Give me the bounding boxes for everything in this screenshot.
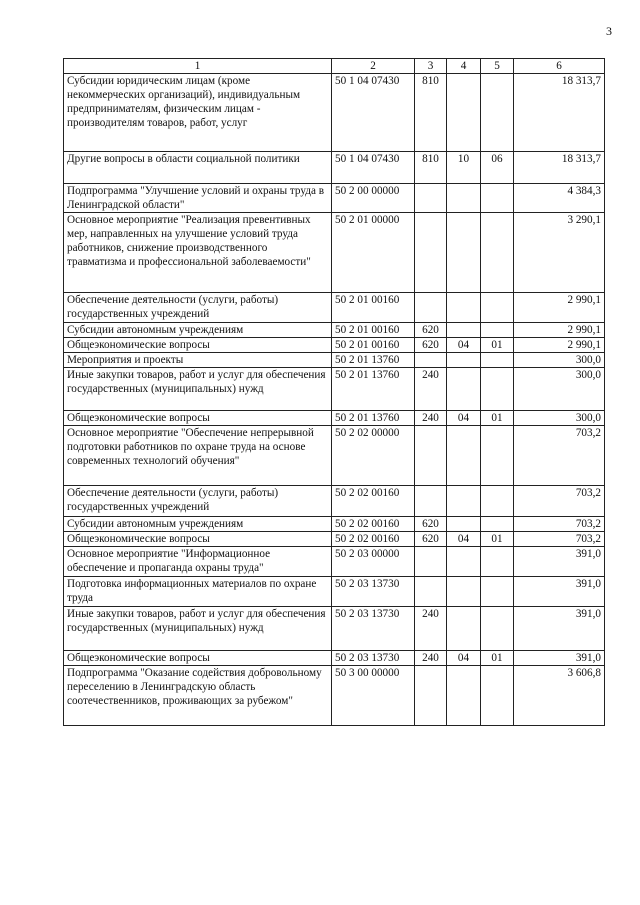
cell-amount: 391,0 (514, 651, 605, 666)
cell-name: Общеэкономические вопросы (64, 532, 332, 547)
cell-subsection: 01 (481, 532, 514, 547)
cell-name: Подпрограмма "Улучшение условий и охраны труда в Ленинградской области" (64, 184, 332, 213)
cell-amount: 2 990,1 (514, 323, 605, 338)
cell-section (447, 353, 481, 368)
cell-name: Основное мероприятие "Информационное обеспечение и пропаганда охраны труда" (64, 547, 332, 577)
cell-code: 50 2 03 13730 (332, 607, 415, 651)
cell-amount: 18 313,7 (514, 152, 605, 184)
cell-subsection (481, 293, 514, 323)
cell-section: 04 (447, 338, 481, 353)
table-row (64, 577, 605, 607)
cell-section (447, 368, 481, 411)
header-col-4: 4 (447, 59, 481, 74)
cell-expense-type: 620 (415, 338, 447, 353)
cell-code: 50 2 01 13760 (332, 411, 415, 426)
cell-amount: 703,2 (514, 517, 605, 532)
cell-name: Субсидии автономным учреждениям (64, 517, 332, 532)
cell-section (447, 426, 481, 486)
header-col-6: 6 (514, 59, 605, 74)
table-row (64, 411, 605, 426)
table-row (64, 486, 605, 517)
cell-subsection (481, 666, 514, 726)
cell-subsection (481, 353, 514, 368)
cell-code: 50 2 01 00000 (332, 213, 415, 293)
cell-amount: 2 990,1 (514, 338, 605, 353)
cell-subsection (481, 213, 514, 293)
cell-code: 50 2 02 00000 (332, 426, 415, 486)
cell-name: Иные закупки товаров, работ и услуг для обеспечения государственных (муниципальных) нужд (64, 607, 332, 651)
header-col-1: 1 (64, 59, 332, 74)
cell-code: 50 2 02 00160 (332, 486, 415, 517)
cell-amount: 391,0 (514, 607, 605, 651)
cell-amount: 703,2 (514, 486, 605, 517)
cell-name: Основное мероприятие "Реализация превентивных мер, направленных на улучшение условий труда работников, снижение производственного травматизма и профессиональной заболеваемости" (64, 213, 332, 293)
cell-code: 50 2 01 13760 (332, 353, 415, 368)
cell-expense-type (415, 426, 447, 486)
cell-expense-type: 240 (415, 607, 447, 651)
cell-section (447, 323, 481, 338)
cell-amount: 391,0 (514, 577, 605, 607)
cell-expense-type (415, 353, 447, 368)
cell-subsection (481, 486, 514, 517)
cell-name: Субсидии юридическим лицам (кроме некоммерческих организаций), индивидуальным предпринимателям, физическим лицам - производителям товаров, работ, услуг (64, 74, 332, 152)
cell-subsection (481, 547, 514, 577)
cell-code: 50 2 03 00000 (332, 547, 415, 577)
cell-subsection: 06 (481, 152, 514, 184)
page-number: 3 (606, 24, 612, 38)
cell-code: 50 3 00 00000 (332, 666, 415, 726)
cell-expense-type: 620 (415, 517, 447, 532)
table-row (64, 323, 605, 338)
cell-name: Подпрограмма "Оказание содействия добровольному переселению в Ленинградскую область соотечественников, проживающих за рубежом" (64, 666, 332, 726)
cell-expense-type: 240 (415, 651, 447, 666)
cell-section (447, 666, 481, 726)
table-row (64, 426, 605, 486)
cell-amount: 391,0 (514, 547, 605, 577)
cell-section (447, 184, 481, 213)
cell-subsection (481, 368, 514, 411)
cell-subsection: 01 (481, 651, 514, 666)
table-row (64, 74, 605, 152)
cell-name: Общеэкономические вопросы (64, 338, 332, 353)
cell-name: Субсидии автономным учреждениям (64, 323, 332, 338)
cell-amount: 300,0 (514, 411, 605, 426)
table-row (64, 607, 605, 651)
cell-expense-type: 620 (415, 532, 447, 547)
cell-subsection: 01 (481, 411, 514, 426)
cell-expense-type (415, 184, 447, 213)
cell-expense-type (415, 577, 447, 607)
cell-name: Общеэкономические вопросы (64, 651, 332, 666)
cell-section: 04 (447, 651, 481, 666)
cell-expense-type: 240 (415, 368, 447, 411)
cell-section (447, 213, 481, 293)
cell-name: Общеэкономические вопросы (64, 411, 332, 426)
table-row (64, 666, 605, 726)
table-row (64, 152, 605, 184)
table-row (64, 213, 605, 293)
table-row (64, 532, 605, 547)
header-row (64, 59, 605, 74)
cell-amount: 4 384,3 (514, 184, 605, 213)
table-row (64, 293, 605, 323)
cell-amount: 2 990,1 (514, 293, 605, 323)
header-col-5: 5 (481, 59, 514, 74)
cell-code: 50 2 03 13730 (332, 651, 415, 666)
table-row (64, 368, 605, 411)
cell-section (447, 293, 481, 323)
cell-amount: 3 290,1 (514, 213, 605, 293)
cell-section (447, 486, 481, 517)
cell-code: 50 1 04 07430 (332, 74, 415, 152)
cell-code: 50 2 01 00160 (332, 323, 415, 338)
cell-section (447, 74, 481, 152)
cell-name: Иные закупки товаров, работ и услуг для обеспечения государственных (муниципальных) нужд (64, 368, 332, 411)
table-row (64, 353, 605, 368)
cell-name: Обеспечение деятельности (услуги, работы) государственных учреждений (64, 293, 332, 323)
cell-amount: 703,2 (514, 426, 605, 486)
cell-section (447, 607, 481, 651)
cell-code: 50 1 04 07430 (332, 152, 415, 184)
budget-table (63, 58, 605, 726)
cell-subsection (481, 74, 514, 152)
cell-expense-type (415, 547, 447, 577)
cell-amount: 703,2 (514, 532, 605, 547)
cell-subsection (481, 607, 514, 651)
cell-section (447, 577, 481, 607)
cell-code: 50 2 02 00160 (332, 517, 415, 532)
table-row (64, 651, 605, 666)
cell-code: 50 2 03 13730 (332, 577, 415, 607)
cell-expense-type (415, 486, 447, 517)
cell-amount: 3 606,8 (514, 666, 605, 726)
cell-section (447, 547, 481, 577)
cell-code: 50 2 00 00000 (332, 184, 415, 213)
cell-name: Другие вопросы в области социальной политики (64, 152, 332, 184)
cell-section (447, 517, 481, 532)
cell-section: 04 (447, 411, 481, 426)
cell-section: 04 (447, 532, 481, 547)
cell-name: Обеспечение деятельности (услуги, работы) государственных учреждений (64, 486, 332, 517)
cell-amount: 300,0 (514, 368, 605, 411)
cell-amount: 18 313,7 (514, 74, 605, 152)
table-row (64, 547, 605, 577)
cell-expense-type (415, 213, 447, 293)
table-row (64, 338, 605, 353)
cell-name: Основное мероприятие "Обеспечение непрерывной подготовки работников по охране труда на основе современных технологий обучения" (64, 426, 332, 486)
table-row (64, 517, 605, 532)
cell-subsection (481, 323, 514, 338)
cell-expense-type: 240 (415, 411, 447, 426)
cell-subsection (481, 577, 514, 607)
cell-name: Мероприятия и проекты (64, 353, 332, 368)
cell-expense-type (415, 293, 447, 323)
cell-expense-type: 810 (415, 74, 447, 152)
cell-expense-type: 810 (415, 152, 447, 184)
cell-code: 50 2 02 00160 (332, 532, 415, 547)
cell-amount: 300,0 (514, 353, 605, 368)
cell-expense-type: 620 (415, 323, 447, 338)
cell-code: 50 2 01 00160 (332, 338, 415, 353)
cell-code: 50 2 01 00160 (332, 293, 415, 323)
cell-code: 50 2 01 13760 (332, 368, 415, 411)
header-col-2: 2 (332, 59, 415, 74)
cell-subsection (481, 426, 514, 486)
cell-section: 10 (447, 152, 481, 184)
cell-expense-type (415, 666, 447, 726)
cell-subsection (481, 517, 514, 532)
header-col-3: 3 (415, 59, 447, 74)
cell-subsection (481, 184, 514, 213)
cell-subsection: 01 (481, 338, 514, 353)
table-row (64, 184, 605, 213)
cell-name: Подготовка информационных материалов по охране труда (64, 577, 332, 607)
